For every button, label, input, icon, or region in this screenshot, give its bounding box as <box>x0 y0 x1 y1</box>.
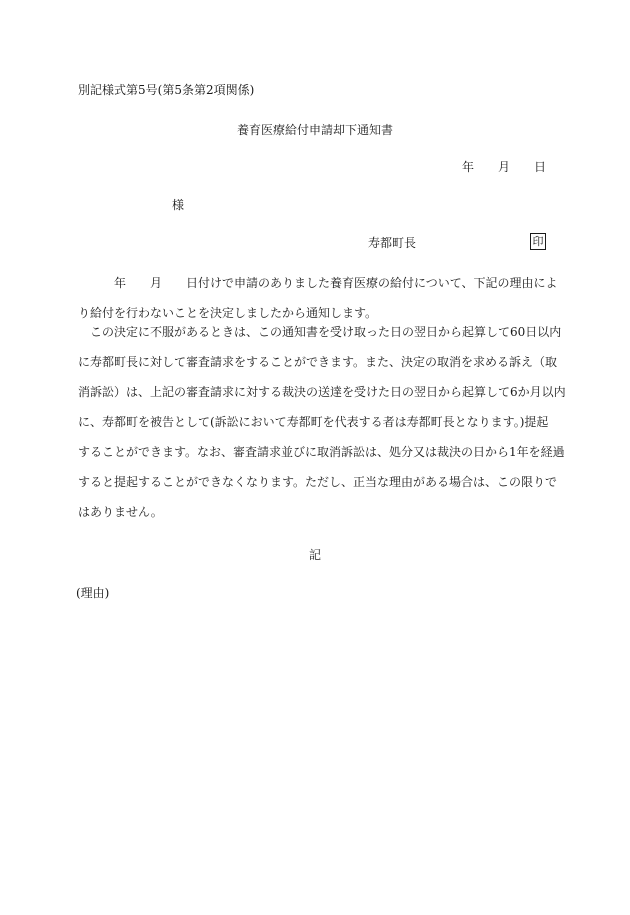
form-label: 別記様式第5号(第5条第2項関係) <box>78 83 255 97</box>
date-month-label: 月 <box>498 160 511 174</box>
application-month-label: 月 <box>150 276 163 290</box>
appeal-line: この決定に不服があるときは、この通知書を受け取った日の翌日から起算して60日以内 <box>90 325 562 339</box>
appeal-line: することができます。なお、審査請求並びに取消訴訟は、処分又は裁決の日から1年を経過 <box>78 445 565 459</box>
application-year-label: 年 <box>114 276 127 290</box>
recipient-suffix: 様 <box>172 198 185 212</box>
issuer-name: 寿都町長 <box>368 236 417 250</box>
decision-line-1-text: 日付けで申請のありました養育医療の給付について、下記の理由によ <box>186 276 558 290</box>
appeal-line: はありません。 <box>78 505 163 519</box>
decision-line-1 <box>78 268 558 298</box>
appeal-line: に寿都町長に対して審査請求をすることができます。また、決定の取消を求める訴え（取 <box>78 355 558 369</box>
date-day-label: 日 <box>534 160 547 174</box>
reason-label: (理由) <box>76 586 110 600</box>
decision-line-2: り給付を行わないことを決定しましたから通知します。 <box>78 306 378 320</box>
seal-mark: 印 <box>530 233 546 250</box>
appeal-line: に、寿都町を被告として(訴訟において寿都町を代表する者は寿都町長となります。)提起 <box>78 415 549 429</box>
appeal-line: すると提起することができなくなります。ただし、正当な理由がある場合は、この限りで <box>78 475 558 489</box>
ki-heading: 記 <box>308 548 321 562</box>
document-title: 養育医療給付申請却下通知書 <box>236 123 393 137</box>
appeal-notice-paragraph <box>78 317 566 527</box>
appeal-line: 消訴訟）は、上記の審査請求に対する裁決の送達を受けた日の翌日から起算して6か月以内 <box>78 385 566 399</box>
date-year-label: 年 <box>462 160 475 174</box>
